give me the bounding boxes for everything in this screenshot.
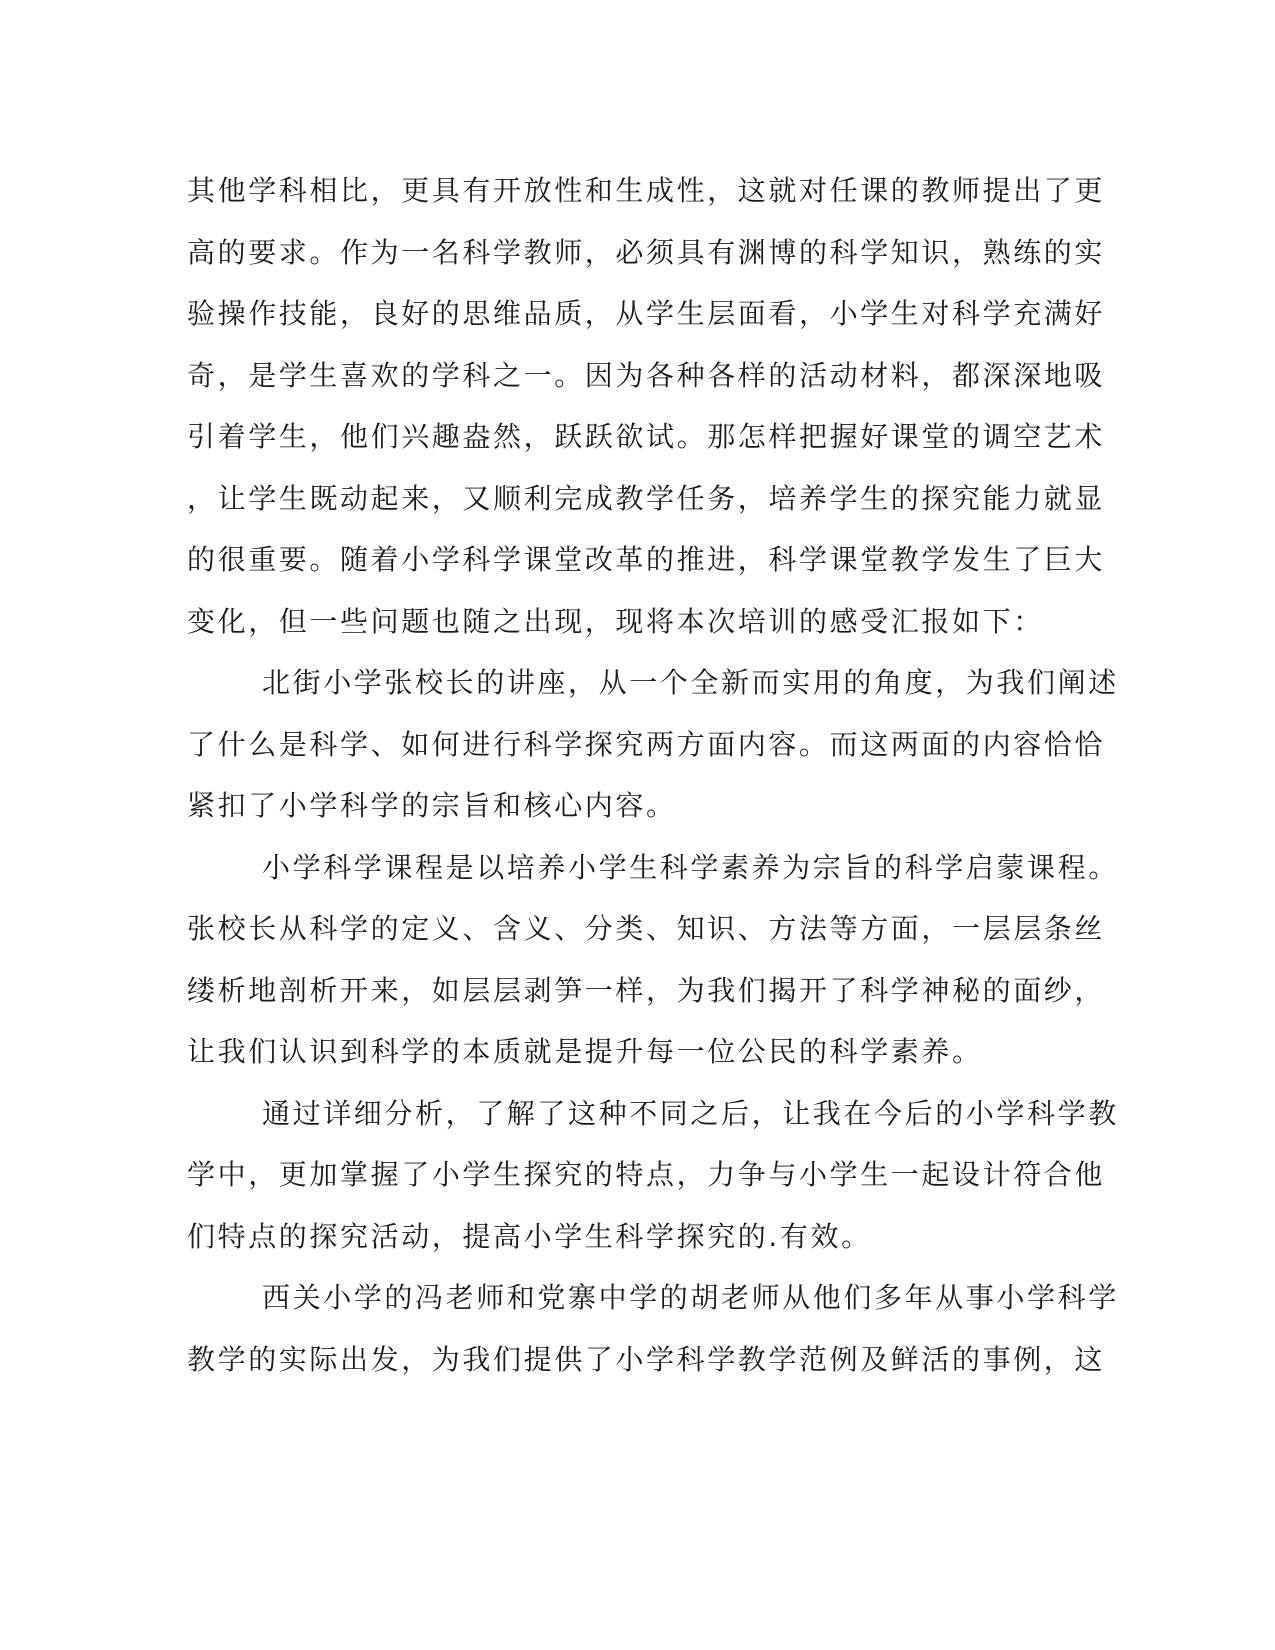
text-line: 通过详细分析，了解了这种不同之后，让我在今后的小学科学教	[262, 1096, 1119, 1130]
text-line: 北街小学张校长的讲座，从一个全新而实用的角度，为我们阐述	[262, 666, 1119, 699]
document-body	[187, 160, 1119, 1390]
text-line: 其他学科相比，更具有开放性和生成性，这就对任课的教师提出了更	[187, 174, 1106, 207]
text-line: 紧扣了小学科学的宗旨和核心内容。	[187, 789, 677, 822]
text-line: 的很重要。随着小学科学课堂改革的推进，科学课堂教学发生了巨大	[187, 543, 1106, 576]
text-line: 引着学生，他们兴趣盎然，跃跃欲试。那怎样把握好课堂的调空艺术	[187, 420, 1106, 453]
text-line: 了什么是科学、如何进行科学探究两方面内容。而这两面的内容恰恰	[187, 727, 1106, 761]
text-line: 张校长从科学的定义、含义、分类、知识、方法等方面，一层层条丝	[187, 912, 1106, 945]
text-line: 小学科学课程是以培养小学生科学素养为宗旨的科学启蒙课程。	[262, 850, 1119, 884]
text-line: 高的要求。作为一名科学教师，必须具有渊博的科学知识，熟练的实	[187, 235, 1106, 269]
text-line: 学中，更加掌握了小学生探究的特点，力争与小学生一起设计符合他	[187, 1158, 1106, 1191]
text-line: 西关小学的冯老师和党寨中学的胡老师从他们多年从事小学科学	[262, 1281, 1119, 1314]
text-line: 们特点的探究活动，提高小学生科学探究的.有效。	[187, 1219, 872, 1253]
text-line: 让我们认识到科学的本质就是提升每一位公民的科学素养。	[187, 1035, 983, 1068]
text-line: ，让学生既动起来，又顺利完成教学任务，培养学生的探究能力就显	[187, 481, 1106, 515]
text-line: 缕析地剖析开来，如层层剥笋一样，为我们揭开了科学神秘的面纱，	[187, 973, 1106, 1007]
text-line: 变化，但一些问题也随之出现，现将本次培训的感受汇报如下：	[187, 604, 1044, 638]
text-line: 教学的实际出发，为我们提供了小学科学教学范例及鲜活的事例，这	[187, 1342, 1106, 1376]
text-line: 奇，是学生喜欢的学科之一。因为各种各样的活动材料，都深深地吸	[187, 358, 1106, 392]
text-line: 验操作技能，良好的思维品质，从学生层面看，小学生对科学充满好	[187, 297, 1106, 330]
